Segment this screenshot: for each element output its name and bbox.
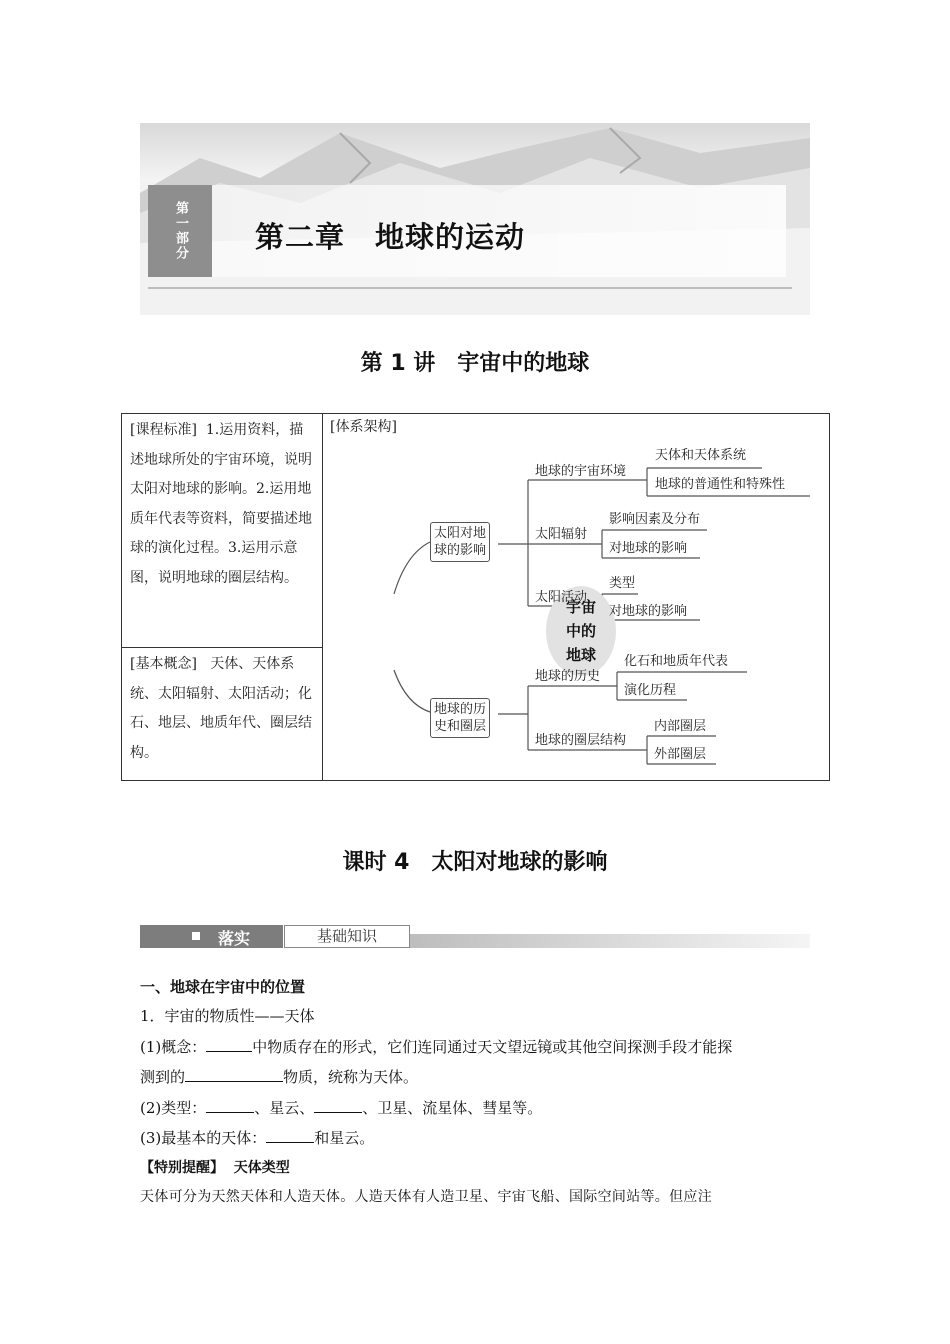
section-header-bar [140, 925, 810, 951]
note-label: 【特别提醒】 [140, 1160, 224, 1176]
section-bar-dark-label: 落实 [218, 929, 251, 948]
part-label: 第一部分 [173, 201, 188, 261]
branch-earth-history-layers: 地球的历 史和圈层 [430, 698, 490, 738]
branch-solar-influence: 太阳对地 球的影响 [430, 522, 490, 562]
leaf-radiation-factors: 影响因素及分布 [609, 512, 701, 527]
basic-concept-cell [122, 648, 322, 780]
lecture-title: 第 1 讲 宇宙中的地球 [360, 351, 590, 376]
paragraph-4: (2)类型： 、星云、 、卫星、流星体、彗星等。 [140, 1099, 543, 1117]
banner-divider [148, 287, 792, 289]
square-bullet-icon [192, 932, 200, 940]
standard-label: [课程标准] [130, 422, 197, 438]
fill-blank[interactable] [314, 1098, 362, 1113]
fill-blank[interactable] [185, 1067, 283, 1082]
node-solar-activity: 太阳活动 [535, 590, 588, 605]
fill-blank[interactable] [206, 1037, 252, 1052]
concept-map-center: 宇宙 中的 地球 [546, 586, 616, 676]
chapter-title: 第二章 地球的运动 [255, 220, 526, 254]
node-earth-layers: 地球的圈层结构 [535, 733, 627, 748]
chapter-banner [140, 123, 810, 315]
fill-blank[interactable] [206, 1098, 254, 1113]
section-bar-light-label: 基础知识 [284, 925, 410, 948]
node-solar-radiation: 太阳辐射 [535, 527, 588, 542]
note-title: 天体类型 [233, 1160, 290, 1176]
leaf-evolution: 演化历程 [624, 683, 677, 698]
map-label: [体系架构] [330, 419, 397, 435]
concept-map [322, 414, 829, 780]
leaf-celestial-bodies: 天体和天体系统 [655, 448, 747, 463]
paragraph-3: 测到的 物质，统称为天体。 [140, 1068, 419, 1086]
leaf-fossils-timescale: 化石和地质年代表 [624, 654, 729, 669]
overview-left-column [122, 414, 323, 780]
paragraph-1: 1．宇宙的物质性——天体 [140, 1007, 315, 1025]
course-standard-cell [122, 414, 322, 648]
concept-text: 天体、天体系统、太阳辐射、太阳活动；化石、地层、地质年代、圈层结构。 [130, 656, 312, 761]
leaf-external-layers: 外部圈层 [654, 747, 707, 762]
section-bar-fade [410, 934, 810, 948]
leaf-activity-impact: 对地球的影响 [609, 604, 688, 619]
leaf-earth-uniqueness: 地球的普通性和特殊性 [655, 477, 786, 492]
section-heading: 一、地球在宇宙中的位置 [140, 978, 306, 996]
special-note-heading [140, 1157, 820, 1177]
standard-text: 1.运用资料，描述地球所处的宇宙环境，说明太阳对地球的影响。2.运用地质年代表等资料，简要描述地球的演化过程。3.运用示意图，说明地球的圈层结构。 [130, 422, 312, 586]
overview-table [121, 413, 830, 781]
node-earth-history: 地球的历史 [535, 669, 601, 684]
paragraph-2: (1)概念： 中物质存在的形式，它们连同通过天文望远镜或其他空间探测手段才能探 [140, 1038, 733, 1056]
concept-label: [基本概念] [130, 656, 197, 672]
fill-blank[interactable] [266, 1128, 314, 1143]
leaf-activity-types: 类型 [609, 576, 636, 591]
note-text: 天体可分为天然天体和人造天体。人造天体有人造卫星、宇宙飞船、国际空间站等。但应注 [140, 1189, 712, 1205]
node-cosmic-environment: 地球的宇宙环境 [535, 464, 627, 479]
leaf-internal-layers: 内部圈层 [654, 719, 707, 734]
leaf-radiation-impact: 对地球的影响 [609, 541, 688, 556]
paragraph-5: (3)最基本的天体： 和星云。 [140, 1129, 375, 1147]
section-bar-dark [140, 925, 283, 948]
part-tab [148, 185, 212, 277]
lesson-title: 课时 4 太阳对地球的影响 [342, 850, 608, 875]
